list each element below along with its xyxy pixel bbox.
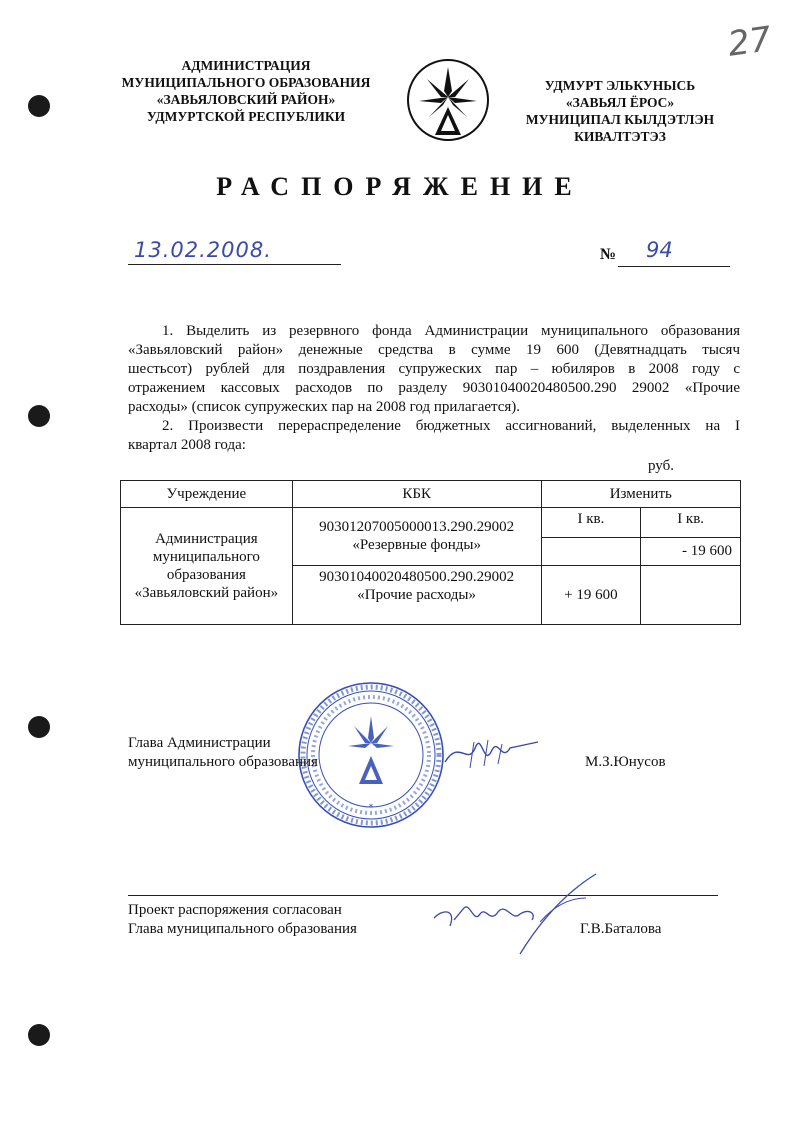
institution-cell [121,508,293,625]
signature-scribble-1 [440,728,550,778]
institution-line: образования [166,567,246,583]
kbk-name: «Резервные фонды» [352,537,481,554]
table-row [121,508,741,538]
number-handwritten: 94 [646,238,673,262]
signature-scribble-2 [420,868,620,958]
signature-1-title [128,734,318,772]
value-cell: - 19 600 [641,538,741,566]
header-institution: Учреждение [121,481,293,508]
value-cell [541,538,641,566]
date-handwritten: 13.02.2008. [134,238,272,262]
signature-2-title-line: Проект распоряжения согласован [128,902,342,918]
header-left-line: АДМИНИСТРАЦИЯ [181,58,311,73]
page-mark: 27 [725,19,774,65]
document-title: РАСПОРЯЖЕНИЕ [216,172,584,201]
signature-2-name: Г.В.Баталова [580,921,662,937]
paragraph-line: шестьсот) рублей для поздравления супружеских пар – юбиляров в 2008 году с [128,361,740,377]
paragraph-line: квартал 2008 года: [128,437,246,453]
paragraph-1 [128,322,740,417]
kbk-code: 90301040020480500.290.29002 [319,568,515,585]
date-field [128,238,341,265]
header-change: Изменить [541,481,740,508]
value-cell [641,565,741,624]
quarter-label: I кв. [541,508,641,538]
signature-1-title-line: муниципального образования [128,754,318,770]
punch-hole-1 [28,95,50,117]
header-right-line: КИВАЛТЭТЭЗ [574,129,666,144]
number-field [618,238,730,267]
paragraph-line: 2. Произвести перераспределение бюджетных ассигнований, выделенных на I [162,418,740,434]
header-left-line: УДМУРТСКОЙ РЕСПУБЛИКИ [146,109,346,124]
header-right-line: УДМУРТ ЭЛЬКУНЫСЬ [544,78,696,93]
institution-line: «Завьяловский район» [134,585,279,601]
signature-2-title-line: Глава муниципального образования [128,921,357,937]
header-left-line: МУНИЦИПАЛЬНОГО ОБРАЗОВАНИЯ [121,75,371,90]
kbk-cell [292,508,541,566]
quarter-label: I кв. [641,508,741,538]
institution-line: муниципального [152,549,260,565]
header-left [96,57,396,125]
signature-2-title [128,901,357,939]
header-left-line: «ЗАВЬЯЛОВСКИЙ РАЙОН» [156,92,336,107]
header-kbk: КБК [292,481,541,508]
paragraph-line: 1. Выделить из резервного фонда Администрации муниципального образования [162,323,740,339]
header-right-line: МУНИЦИПАЛ КЫЛДЭТЛЭН [525,112,715,127]
paragraph-line: отражением кассовых расходов по разделу 90301040020480500.290 29002 «Прочие [128,380,740,396]
emblem-icon [405,57,491,143]
table-header-row [121,481,741,508]
punch-hole-2 [28,405,50,427]
header-right [500,77,740,145]
signature-1-name: М.З.Юнусов [585,754,666,770]
signature-1-title-line: Глава Администрации [128,735,271,751]
paragraph-line: расходы» (список супружеских пар на 2008 год прилагается). [128,399,521,415]
kbk-cell [292,565,541,624]
paragraph-line: «Завьяловский район» денежные средства в сумме 19 600 (Девятнадцать тысяч [128,342,740,358]
kbk-name: «Прочие расходы» [357,586,477,603]
institution-line: Администрация [155,531,258,547]
units-label: руб. [648,458,674,474]
number-label: № [600,246,617,263]
value-cell: + 19 600 [541,565,641,624]
svg-text:*: * [368,803,374,813]
punch-hole-3 [28,716,50,738]
punch-hole-4 [28,1024,50,1046]
kbk-code: 90301207005000013.290.29002 [319,519,515,536]
header-right-line: «ЗАВЬЯЛ ЁРОС» [565,95,675,110]
paragraph-2 [128,417,740,455]
budget-table [120,480,741,625]
